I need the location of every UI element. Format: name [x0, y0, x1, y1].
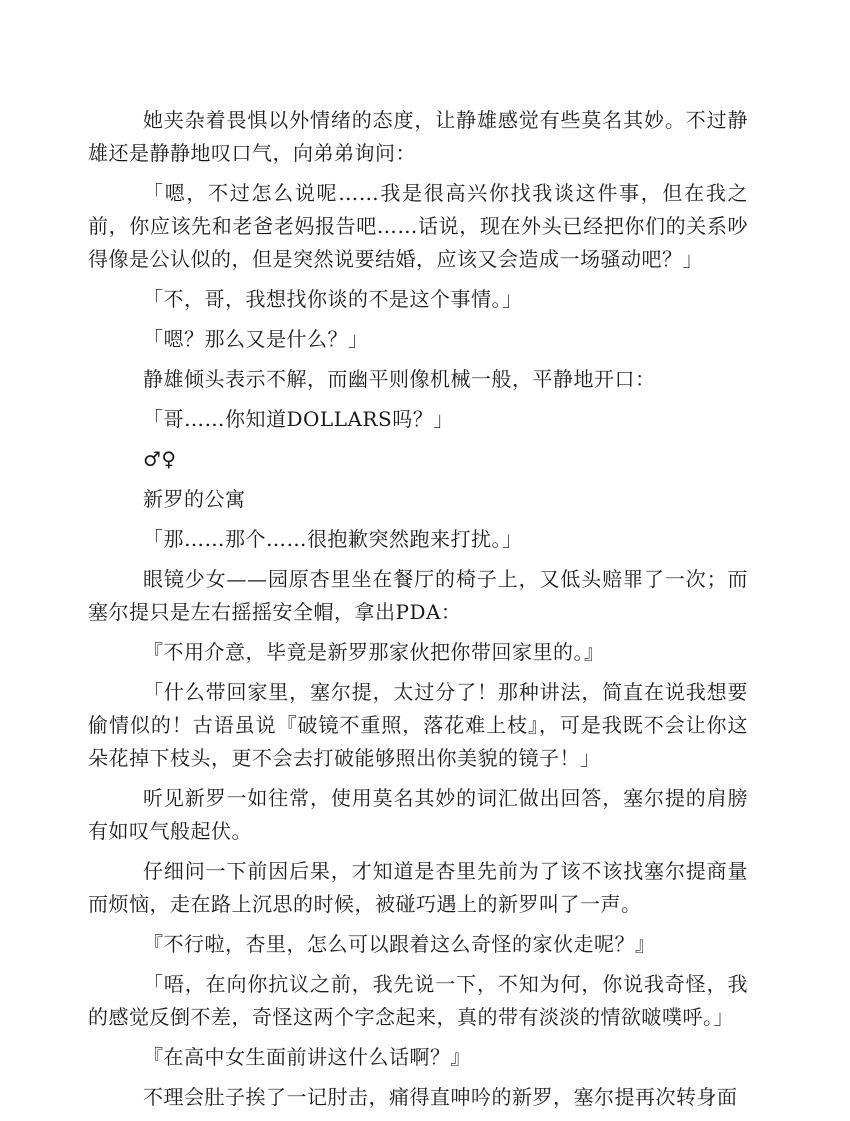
document-page	[88, 104, 748, 1121]
paragraph: 「那……那个……很抱歉突然跑来打扰。」	[143, 527, 523, 551]
paragraph: 『不用介意，毕竟是新罗那家伙把你带回家里的。』	[143, 640, 605, 664]
paragraph: 眼镜少女——园原杏里坐在餐厅的椅子上，又低头赔罪了一次；而塞尔提只是左右摇摇安全帽，拿出PDA：	[88, 567, 748, 624]
paragraph: 「唔，在向你抗议之前，我先说一下，不知为何，你说我奇怪，我的感觉反倒不差，奇怪这两个字念起来，真的带有淡淡的情欲啵噗呼。」	[88, 972, 748, 1029]
paragraph: 「嗯，不过怎么说呢……我是很高兴你找我谈这件事，但在我之前，你应该先和老爸老妈报告吧……话说，现在外头已经把你们的关系吵得像是公认似的，但是突然说要结婚，应该又会造成一场骚动吧？」	[88, 181, 748, 271]
paragraph: 「嗯？那么又是什么？」	[143, 327, 369, 351]
paragraph: 「哥……你知道DOLLARS吗？」	[143, 407, 454, 431]
paragraph: 不理会肚子挨了一记肘击，痛得直呻吟的新罗，塞尔提再次转身面	[143, 1085, 738, 1109]
paragraph: 她夹杂着畏惧以外情绪的态度，让静雄感觉有些莫名其妙。不过静雄还是静静地叹口气，向弟弟询问：	[88, 108, 748, 165]
scene-heading: 新罗的公寓	[143, 487, 246, 511]
paragraph: 「不，哥，我想找你谈的不是这个事情。」	[143, 287, 523, 311]
paragraph: 听见新罗一如往常，使用莫名其妙的词汇做出回答，塞尔提的肩膀有如叹气般起伏。	[88, 786, 748, 843]
paragraph: 仔细问一下前因后果，才知道是杏里先前为了该不该找塞尔提商量而烦恼，走在路上沉思的时候，被碰巧遇上的新罗叫了一声。	[88, 859, 748, 916]
paragraph: 『不行啦，杏里，怎么可以跟着这么奇怪的家伙走呢？』	[143, 932, 656, 956]
paragraph: 「什么带回家里，塞尔提，太过分了！那种讲法，简直在说我想要偷情似的！古语虽说『破镜不重照，落花难上枝』，可是我既不会让你这朵花掉下枝头，更不会去打破能够照出你美貌的镜子！」	[88, 680, 748, 770]
scene-break: ♂♀	[143, 447, 177, 471]
paragraph: 『在高中女生面前讲这什么话啊？』	[143, 1045, 471, 1069]
paragraph: 静雄倾头表示不解，而幽平则像机械一般，平静地开口：	[143, 367, 656, 391]
